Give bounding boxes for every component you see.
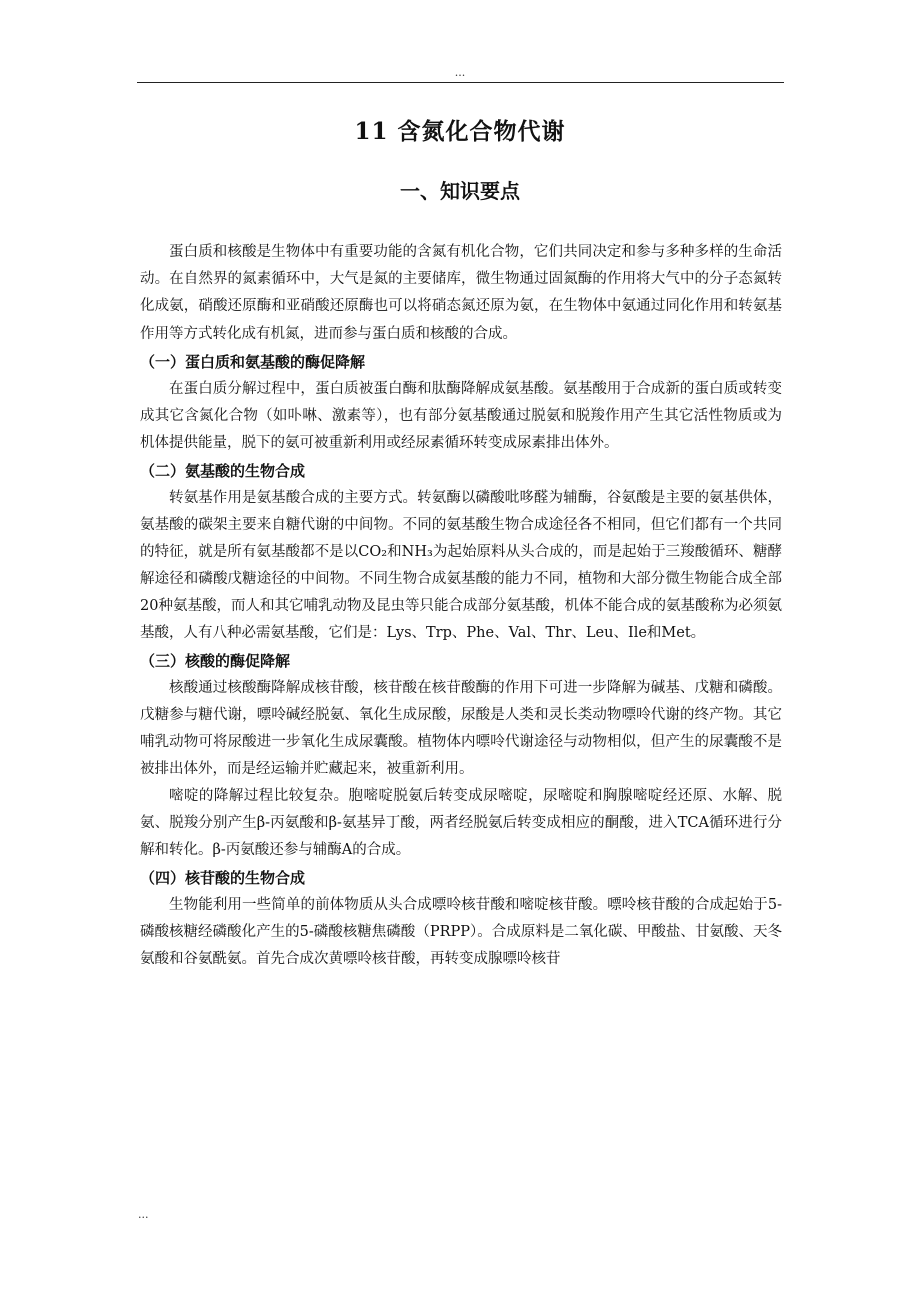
paragraph-pyrimidine-degradation: 嘧啶的降解过程比较复杂。胞嘧啶脱氨后转变成尿嘧啶，尿嘧啶和胸腺嘧啶经还原、水解、脱氨、脱羧分别产生β-丙氨酸和β-氨基异丁酸，两者经脱氨后转变成相应的酮酸，进入TCA循环进行分解和转化。β-丙氨酸还参与辅酶A的合成。: [140, 787, 782, 858]
page-header-dots: ...: [454, 66, 466, 79]
paragraph-purine-degradation: 核酸通过核酸酶降解成核苷酸，核苷酸在核苷酸酶的作用下可进一步降解为碱基、戊糖和磷酸。戊糖参与糖代谢，嘌呤碱经脱氨、氧化生成尿酸，尿酸是人类和灵长类动物嘌呤代谢的终产物。其它哺乳动物可将尿酸进一步氧化生成尿囊酸。植物体内嘌呤代谢途径与动物相似，但产生的尿囊酸不是被排出体外，而是经运输并贮藏起来，被重新利用。: [140, 679, 782, 777]
header-rule: [137, 82, 784, 83]
page-footer-dots: ...: [138, 1208, 149, 1221]
paragraph-protein-degradation: 在蛋白质分解过程中，蛋白质被蛋白酶和肽酶降解成氨基酸。氨基酸用于合成新的蛋白质或转变成其它含氮化合物（如卟啉、激素等），也有部分氨基酸通过脱氨和脱羧作用产生其它活性物质或为机体提供能量，脱下的氨可被重新利用或经尿素循环转变成尿素排出体外。: [140, 380, 782, 451]
document-title: 11 含氮化合物代谢: [354, 118, 566, 145]
paragraph-amino-acid-synthesis: 转氨基作用是氨基酸合成的主要方式。转氨酶以磷酸吡哆醛为辅酶，谷氨酸是主要的氨基供体，氨基酸的碳架主要来自糖代谢的中间物。不同的氨基酸生物合成途径各不相同，但它们都有一个共同的特征，就是所有氨基酸都不是以CO₂和NH₃为起始原料从头合成的，而是起始于三羧酸循环、糖酵解途径和磷酸戊糖途径的中间物。不同生物合成氨基酸的能力不同，植物和大部分微生物能合成全部20种氨基酸，而人和其它哺乳动物及昆虫等只能合成部分氨基酸，机体不能合成的氨基酸称为必须氨基酸，人有八种必需氨基酸，它们是：Lys、Trp、Phe、Val、Thr、Leu、Ile和Met。: [140, 489, 782, 641]
heading-protein-degradation: （一）蛋白质和氨基酸的酶促降解: [140, 352, 366, 371]
heading-amino-acid-synthesis: （二）氨基酸的生物合成: [140, 461, 306, 480]
section-title: 一、知识要点: [400, 179, 520, 203]
paragraph-nucleotide-synthesis: 生物能利用一些简单的前体物质从头合成嘌呤核苷酸和嘧啶核苷酸。嘌呤核苷酸的合成起始于5-磷酸核糖经磷酸化产生的5-磷酸核糖焦磷酸（PRPP）。合成原料是二氧化碳、甲酸盐、甘氨酸、天冬氨酸和谷氨酰氨。首先合成次黄嘌呤核苷酸，再转变成腺嘌呤核苷: [140, 896, 782, 967]
document-body: [140, 239, 782, 973]
heading-nucleotide-synthesis: （四）核苷酸的生物合成: [140, 868, 306, 887]
heading-nucleic-acid-degradation: （三）核酸的酶促降解: [140, 651, 291, 670]
paragraph-intro: 蛋白质和核酸是生物体中有重要功能的含氮有机化合物，它们共同决定和参与多种多样的生命活动。在自然界的氮素循环中，大气是氮的主要储库，微生物通过固氮酶的作用将大气中的分子态氮转化成氨，硝酸还原酶和亚硝酸还原酶也可以将硝态氮还原为氨，在生物体中氨通过同化作用和转氨基作用等方式转化成有机氮，进而参与蛋白质和核酸的合成。: [140, 244, 782, 342]
